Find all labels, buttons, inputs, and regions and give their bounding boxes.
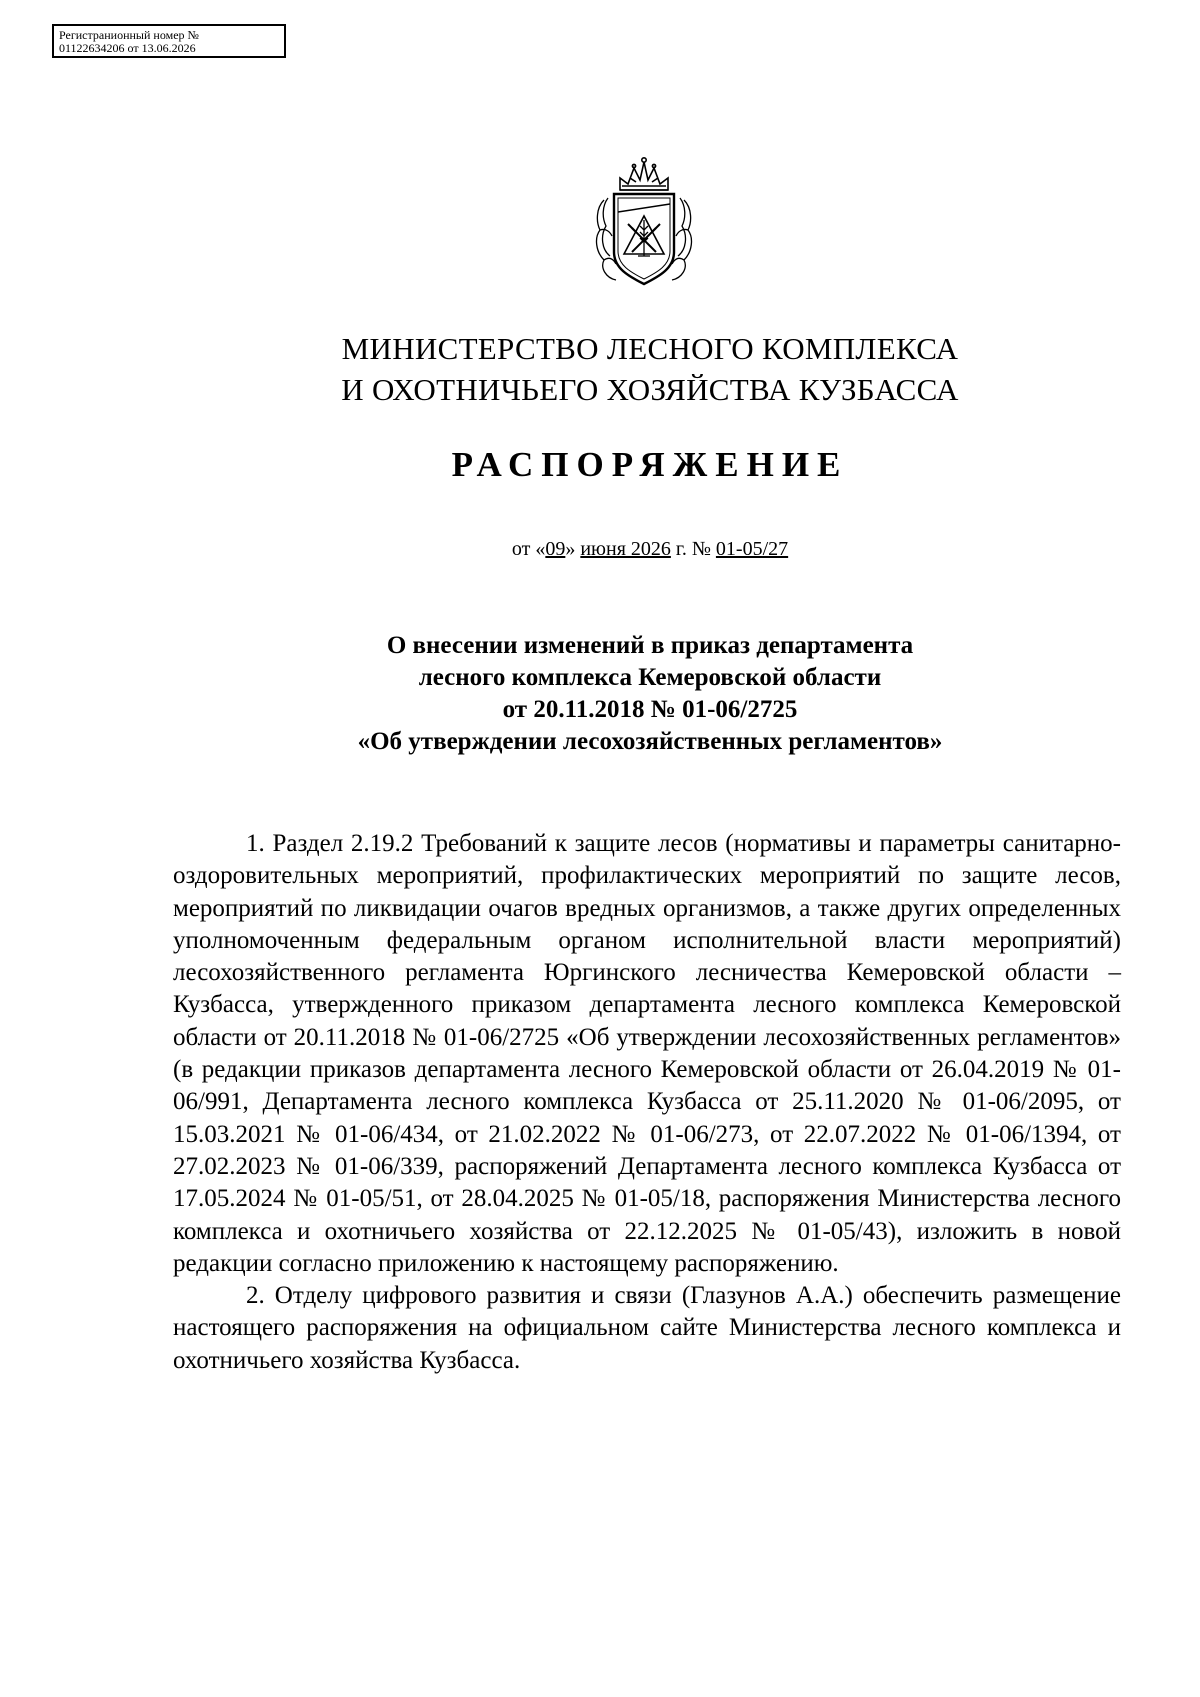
kuzbass-coat-of-arms-icon [590,156,698,290]
registration-line-2: 01122634206 от 13.06.2026 [59,41,196,55]
title-line-3: от 20.11.2018 № 01-06/2725 [502,696,798,723]
date-suffix: г. № [670,538,716,560]
date-day: 09 [545,538,566,560]
date-month-year: июня 2026 [580,538,671,560]
ministry-line-2: И ОХОТНИЧЬЕГО ХОЗЯЙСТВА КУЗБАССА [341,372,959,407]
body-paragraph-1: 1. Раздел 2.19.2 Требований к защите лесов (нормативы и параметры санитарно-оздоровительных мероприятий, профилактических мероприятий по защите лесов, мероприятий по ликвидации очагов вредных организмов, а также других определенных уполномоченным федеральным органом исполнительной власти мероприятий) лесохозяйственного регламента Юргинского лесничества Кемеровской области – Кузбасса, утвержденного приказом департамента лесного комплекса Кемеровской области от 20.11.2018 № 01-06/2725 «Об утверждении лесохозяйственных регламентов» (в редакции приказов департамента лесного Кемеровской области от 26.04.2019 № 01-06/991, Департамента лесного комплекса Кузбасса от 25.11.2020 № 01-06/2095, от 15.03.2021 № 01-06/434, от 21.02.2022 № 01-06/273, от 22.07.2022 № 01-06/1394, от 27.02.2023 № 01-06/339, распоряжений Департамента лесного комплекса Кузбасса от 17.05.2024 № 01-05/51, от 28.04.2025 № 01-05/18, распоряжения Министерства лесного комплекса и охотничьего хозяйства от 22.12.2025 № 01-05/43), изложить в новой редакции согласно приложению к настоящему распоряжению. [173,830,1121,1277]
document-body [173,828,1121,1377]
document-type: РАСПОРЯЖЕНИЕ [451,445,849,484]
date-prefix: от « [511,538,546,560]
title-line-1: О внесении изменений в приказ департамента [386,632,914,659]
registration-stamp [52,24,286,58]
body-paragraph-2: 2. Отделу цифрового развития и связи (Глазунов А.А.) обеспечить размещение настоящего распоряжения на официальном сайте Министерства лесного комплекса и охотничьего хозяйства Кузбасса. [173,1282,1121,1374]
title-line-4: «Об утверждении лесохозяйственных регламентов» [357,728,943,755]
document-title [200,630,1100,758]
ministry-line-1: МИНИСТЕРСТВО ЛЕСНОГО КОМПЛЕКСА [341,331,959,366]
title-line-2: лесного комплекса Кемеровской области [418,664,882,691]
registration-line-1: Регистранионный номер № [59,28,199,42]
ministry-name [200,328,1100,410]
document-number: 01-05/27 [715,538,789,560]
document-date-line [200,537,1100,561]
date-separator: » [565,538,581,560]
